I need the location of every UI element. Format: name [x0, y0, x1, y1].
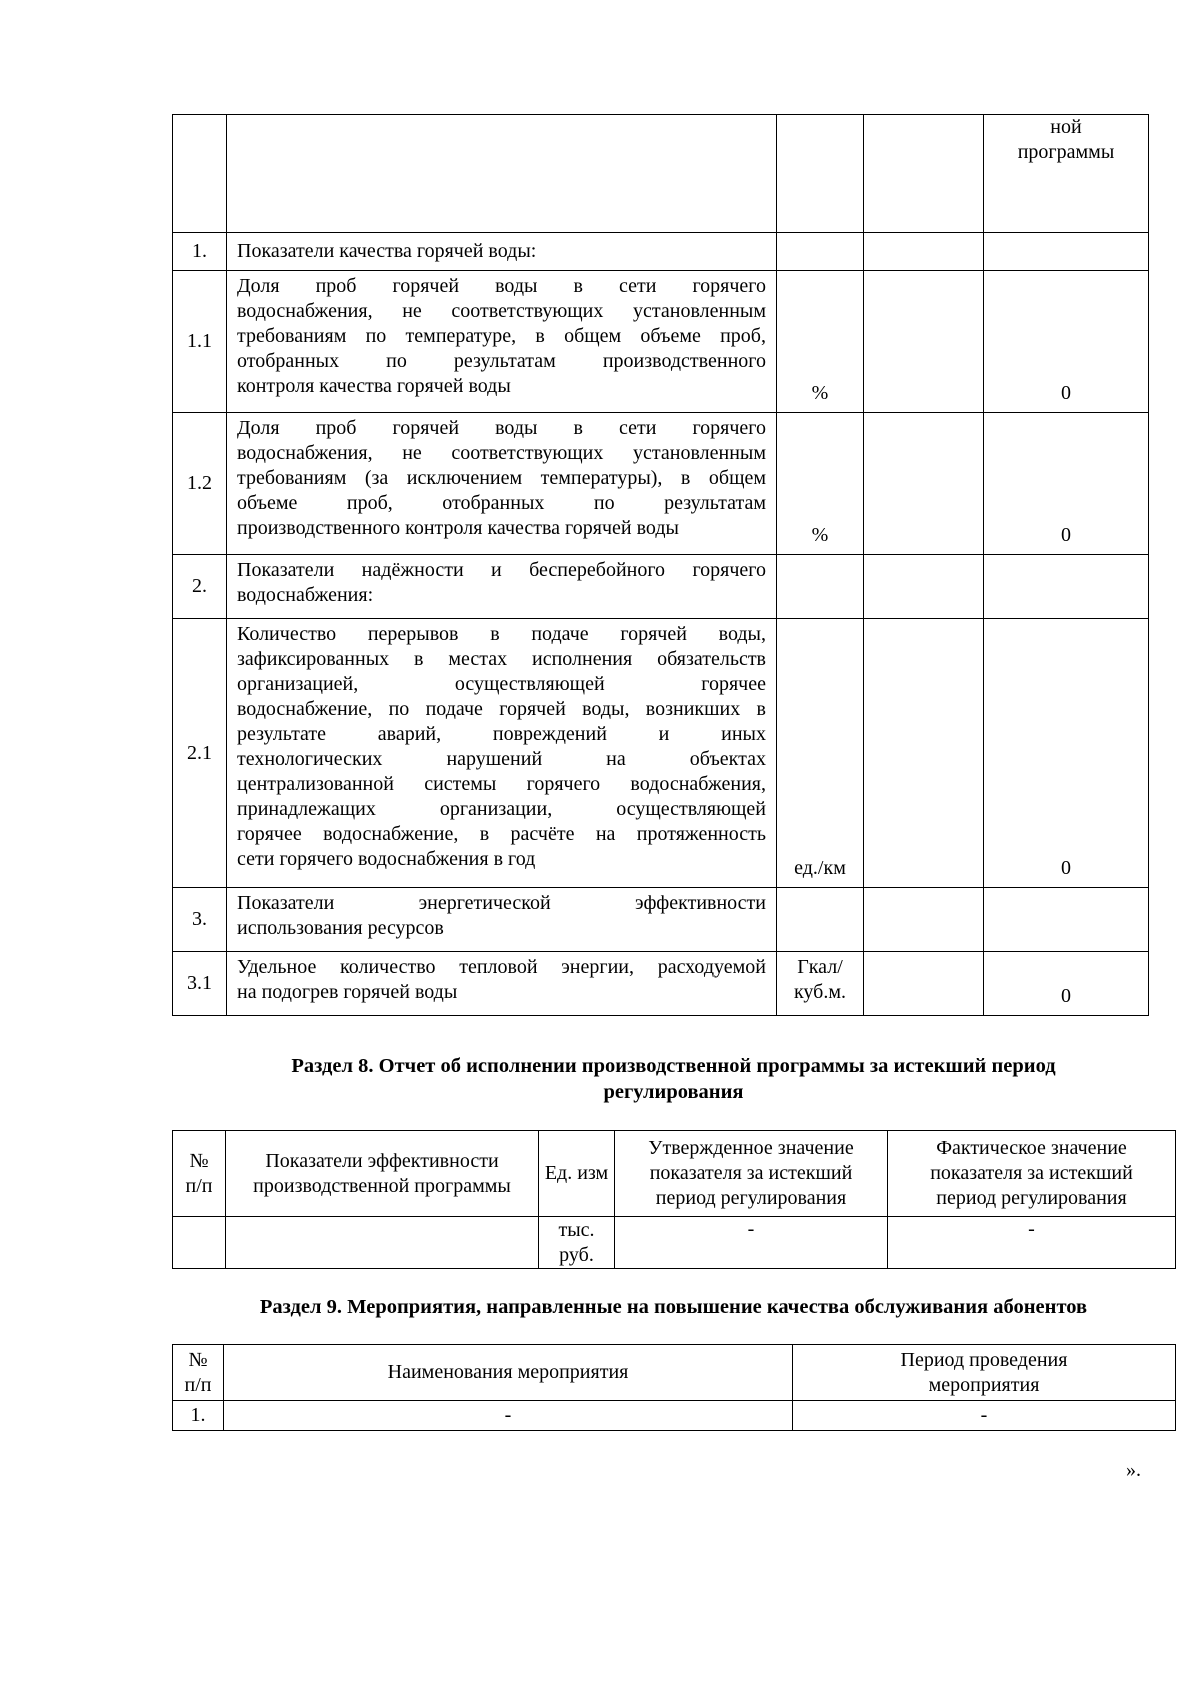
table-row	[173, 1401, 1176, 1431]
table-row	[173, 952, 1149, 1016]
table-row	[173, 555, 1149, 619]
row-description: Показатели энергетической эффективности использования ресурсов	[227, 888, 777, 952]
header-tail-cell	[984, 115, 1149, 233]
header-tail-line: ной	[1050, 116, 1082, 138]
indicators-table	[172, 114, 1149, 1016]
row-unit: тыс. руб.	[539, 1217, 615, 1269]
section-8-title: Раздел 8. Отчет об исполнении производственной программы за истекший период регулирования	[291, 1055, 1056, 1103]
row-number: 3.1	[173, 952, 227, 1016]
row-value: 0	[984, 271, 1149, 413]
table-row	[173, 233, 1149, 271]
row-unit: ед./км	[777, 619, 864, 888]
table-header-row	[173, 1131, 1176, 1217]
row-description: Доля проб горячей воды в сети горячего водоснабжения, не соответствующих установленным требованиям (за исключением температуры), в общем объеме проб, отобранных по результатам производственного контроля качества горячей воды	[227, 413, 777, 555]
row-description: Количество перерывов в подаче горячей воды, зафиксированных в местах исполнения обязательств организацией, осуществляющей горячее водоснабжение, по подаче горячей воды, возникших в результате аварий, повреждений и иных технологических нарушений на объектах централизованной системы горячего водоснабжения, принадлежащих организации, осуществляющей горячее водоснабжение, в расчёте на протяженность сети горячего водоснабжения в год	[227, 619, 777, 888]
header-actual: Фактическое значение показателя за истекший период регулирования	[888, 1131, 1176, 1217]
row-number: 1.	[173, 233, 227, 271]
header-name: Наименования мероприятия	[224, 1345, 793, 1401]
row-approved: -	[615, 1217, 888, 1269]
row-number	[173, 1217, 226, 1269]
row-number: 2.	[173, 555, 227, 619]
row-number: 2.1	[173, 619, 227, 888]
section-8-table	[172, 1130, 1176, 1269]
header-approved: Утвержденное значение показателя за истекший период регулирования	[615, 1131, 888, 1217]
section-9-title: Раздел 9. Мероприятия, направленные на повышение качества обслуживания абонентов	[259, 1296, 1088, 1318]
table-row	[173, 888, 1149, 952]
row-indicator	[226, 1217, 539, 1269]
table-header-row	[173, 1345, 1176, 1401]
table-row	[173, 271, 1149, 413]
section-9-table	[172, 1344, 1176, 1431]
header-num: № п/п	[173, 1345, 224, 1401]
header-indicator: Показатели эффективности производственной программы	[226, 1131, 539, 1217]
header-unit: Ед. изм	[539, 1131, 615, 1217]
row-description: Показатели качества горячей воды:	[227, 233, 777, 271]
row-unit: Гкал/ куб.м.	[777, 952, 864, 1016]
row-actual: -	[888, 1217, 1176, 1269]
row-value	[984, 233, 1149, 271]
row-name: -	[224, 1401, 793, 1431]
row-description: Показатели надёжности и бесперебойного горячего водоснабжения:	[227, 555, 777, 619]
row-value: 0	[984, 952, 1149, 1016]
row-number: 1.1	[173, 271, 227, 413]
table-header-continuation	[173, 115, 1149, 233]
row-period: -	[793, 1401, 1176, 1431]
row-unit: %	[777, 271, 864, 413]
row-value: 0	[984, 619, 1149, 888]
row-description: Удельное количество тепловой энергии, расходуемой на подогрев горячей воды	[227, 952, 777, 1016]
row-unit	[777, 233, 864, 271]
header-period: Период проведения мероприятия	[793, 1345, 1176, 1401]
table-row	[173, 413, 1149, 555]
header-num: № п/п	[173, 1131, 226, 1217]
row-number: 1.2	[173, 413, 227, 555]
row-description: Доля проб горячей воды в сети горячего водоснабжения, не соответствующих установленным требованиям по температуре, в общем объеме проб, отобранных по результатам производственного контроля качества горячей воды	[227, 271, 777, 413]
row-number: 3.	[173, 888, 227, 952]
row-unit: %	[777, 413, 864, 555]
table-row	[173, 1217, 1176, 1269]
closing-quote-mark: ».	[1126, 1459, 1141, 1481]
header-tail-line: программы	[1017, 141, 1115, 163]
table-row	[173, 619, 1149, 888]
row-value: 0	[984, 413, 1149, 555]
row-number: 1.	[173, 1401, 224, 1431]
